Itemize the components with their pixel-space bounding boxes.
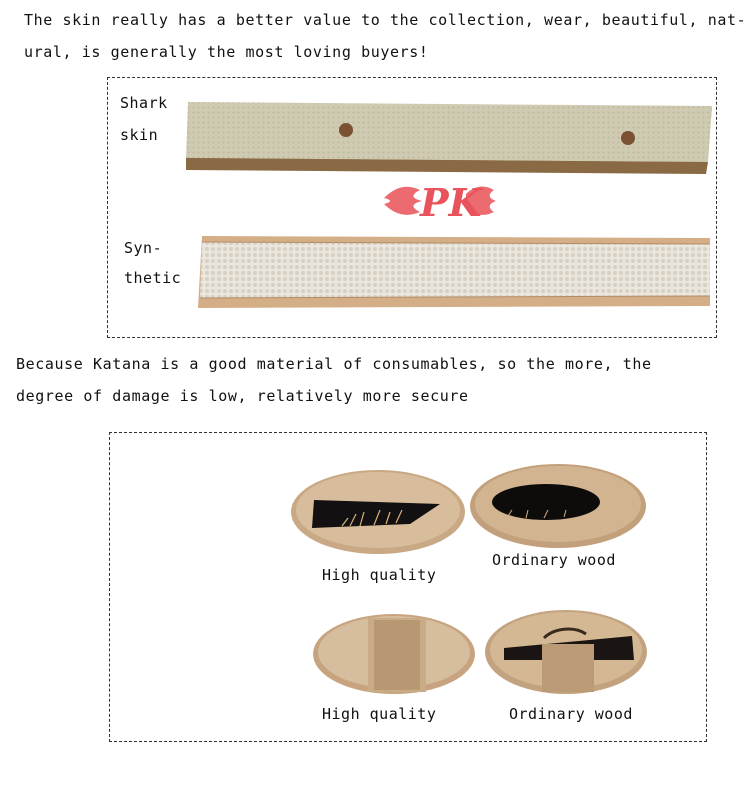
ordinary-wood-label-top: Ordinary wood (492, 551, 616, 569)
intro-line-1: The skin really has a better value to the collection, wear, beautiful, nat- (24, 11, 747, 29)
ordinary-wood-label-bottom: Ordinary wood (509, 705, 633, 723)
high-quality-label-top: High quality (322, 566, 437, 584)
synthetic-label-1: Syn- (124, 239, 163, 257)
shark-skin-strip-image (186, 100, 716, 180)
high-quality-wood-cut-image (312, 612, 476, 696)
intro-line-2: ural, is generally the most loving buyers! (24, 43, 429, 61)
note-line-2: degree of damage is low, relatively more secure (16, 387, 469, 405)
ordinary-wood-cut-image (484, 608, 648, 696)
high-quality-label-bottom: High quality (322, 705, 437, 723)
pk-logo-text: PK (420, 180, 482, 225)
shark-skin-label-1: Shark (120, 94, 168, 112)
ordinary-wood-section-image (468, 462, 648, 550)
pk-logo (376, 180, 550, 225)
high-quality-wood-section-image (290, 468, 466, 556)
shark-skin-label-2: skin (120, 126, 159, 144)
note-line-1: Because Katana is a good material of consumables, so the more, the (16, 355, 652, 373)
synthetic-label-2: thetic (124, 269, 182, 287)
synthetic-strip-image (198, 234, 712, 310)
